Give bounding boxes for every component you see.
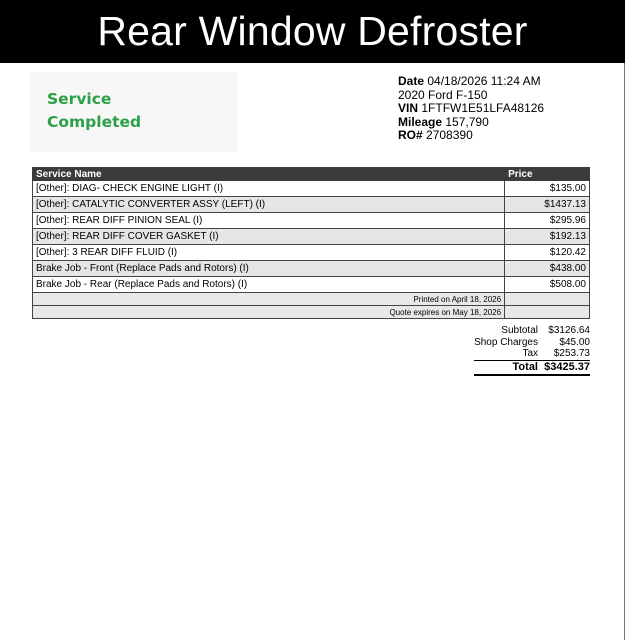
table-row [33,213,590,229]
service-name: [Other]: CATALYTIC CONVERTER ASSY (LEFT) (I) [33,197,505,213]
expires-row [33,306,590,319]
vehicle: 2020 Ford F-150 [398,87,488,102]
shop-charges-value: $45.00 [559,336,590,348]
tax-row [440,348,590,360]
service-price: $1437.13 [505,197,590,213]
date-row [398,75,544,89]
service-price: $508.00 [505,277,590,293]
table-row [33,197,590,213]
page-title: Rear Window Defroster [97,8,528,54]
title-bar [0,0,625,63]
service-name: Brake Job - Rear (Replace Pads and Rotors) (I) [33,277,505,293]
service-price: $120.42 [505,245,590,261]
vin-label: VIN [398,101,419,116]
status-line-1: Service [47,90,112,108]
service-price: $295.96 [505,213,590,229]
service-name-header: Service Name [33,168,505,181]
printed-row [33,293,590,306]
service-name: [Other]: 3 REAR DIFF FLUID (I) [33,245,505,261]
table-row [33,261,590,277]
table-row [33,229,590,245]
table-row [33,277,590,293]
date-label: Date [398,74,425,88]
vin-row [398,102,544,116]
subtotal-row [440,325,590,337]
totals-block [440,325,590,376]
expires-empty-cell [505,306,590,319]
vin-value: 1FTFW1E51LFA48126 [421,101,545,116]
service-name: Brake Job - Front (Replace Pads and Rotors) (I) [33,261,505,277]
status-text [47,88,197,134]
service-name: [Other]: REAR DIFF PINION SEAL (I) [33,213,505,229]
quote-expires: Quote expires on May 18, 2026 [33,306,505,319]
service-price: $135.00 [505,181,590,197]
order-info [398,75,544,143]
ro-row [398,129,544,143]
service-name: [Other]: DIAG- CHECK ENGINE LIGHT (I) [33,181,505,197]
status-line-2: Completed [47,113,142,131]
mileage-row [398,116,544,130]
mileage-label: Mileage [398,114,443,129]
service-price: $438.00 [505,261,590,277]
date-value: 04/18/2026 11:24 AM [427,74,541,88]
subtotal-value: $3126.64 [548,325,590,336]
ro-value: 2708390 [426,128,473,143]
tax-label: Tax [522,348,538,359]
table-row [33,181,590,197]
shop-charges-row [440,337,590,349]
price-header: Price [505,168,590,181]
printed-date: Printed on April 18, 2026 [33,293,505,306]
total-row [474,360,590,376]
tax-value: $253.73 [553,348,590,359]
mileage-value: 157,790 [445,114,489,129]
table-row [33,245,590,261]
status-box [30,72,238,152]
total-value: $3425.37 [544,360,590,373]
ro-label: RO# [398,128,423,143]
shop-charges-label: Shop Charges [474,336,538,348]
service-name: [Other]: REAR DIFF COVER GASKET (I) [33,229,505,245]
services-table [32,167,590,319]
total-label: Total [512,360,538,373]
printed-empty-cell [505,293,590,306]
table-header [33,168,590,181]
subtotal-label: Subtotal [501,325,538,336]
service-price: $192.13 [505,229,590,245]
